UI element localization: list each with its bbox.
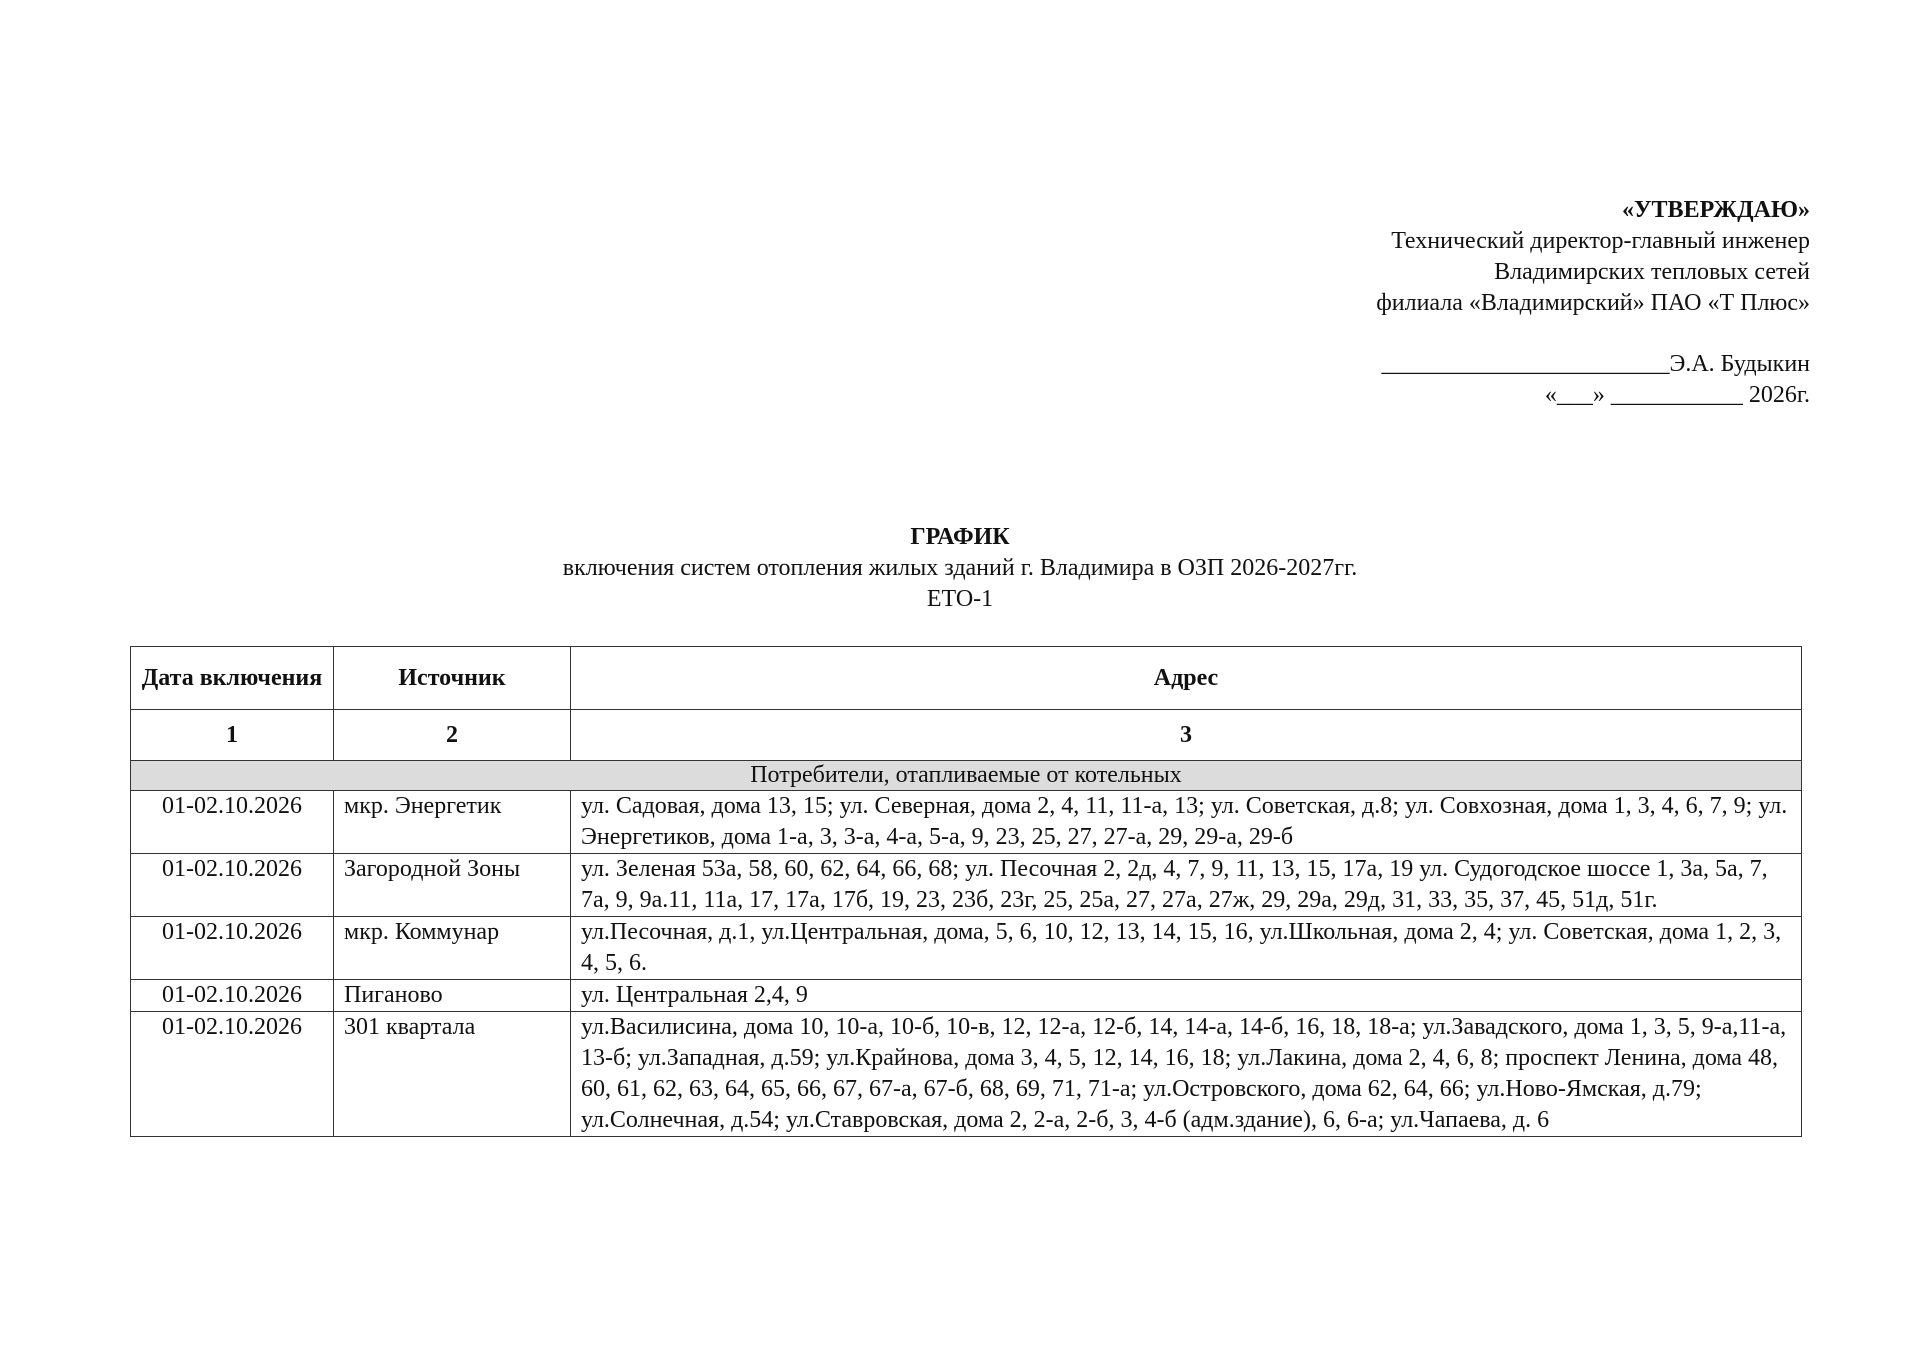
table-row [131,791,1802,854]
approval-spacer [1376,319,1810,349]
approver-position-line-2: Владимирских тепловых сетей [1494,259,1810,285]
table-row [131,980,1802,1012]
cell-address: ул. Садовая, дома 13, 15; ул. Северная, дома 2, 4, 11, 11-а, 13; ул. Советская, д.8; ул. Совхозная, дома 1, 3, 4, 6, 7, 9; ул. Энергетиков, дома 1-а, 3, 3-а, 4-а, 5-а, 9, 23, 25, 27, 27-а, 29, 29-а, 29-б [571,791,1802,854]
approval-heading: «УТВЕРЖДАЮ» [1621,197,1810,223]
column-number: 1 [131,710,334,761]
table-row [131,917,1802,980]
cell-source: мкр. Коммунар [334,917,571,980]
column-number: 3 [571,710,1802,761]
cell-date: 01-02.10.2026 [131,854,334,917]
cell-source: мкр. Энергетик [334,791,571,854]
cell-date: 01-02.10.2026 [131,917,334,980]
document-subtitle: включения систем отопления жилых зданий г. Владимира в ОЗП 2026-2027гг. [562,555,1358,581]
cell-date: 01-02.10.2026 [131,791,334,854]
approver-position-line-1: Технический директор-главный инженер [1391,228,1810,254]
section-row [131,761,1802,791]
document-title: ГРАФИК [910,524,1010,550]
heating-schedule-table [130,646,1802,1137]
cell-address: ул. Центральная 2,4, 9 [571,980,1802,1012]
cell-address: ул.Песочная, д.1, ул.Центральная, дома, 5, 6, 10, 12, 13, 14, 15, 16, ул.Школьная, дома 2, 4; ул. Советская, дома 1, 2, 3, 4, 5, 6. [571,917,1802,980]
table-header-row [131,647,1802,710]
section-title: Потребители, отапливаемые от котельных [131,761,1802,791]
column-header-source: Источник [334,647,571,710]
document-heading [0,522,1920,615]
table-row [131,854,1802,917]
cell-date: 01-02.10.2026 [131,980,334,1012]
column-number-row [131,710,1802,761]
approval-block [1376,195,1810,411]
column-number: 2 [334,710,571,761]
cell-source: 301 квартала [334,1012,571,1137]
column-header-date: Дата включения [131,647,334,710]
cell-address: ул. Зеленая 53а, 58, 60, 62, 64, 66, 68; ул. Песочная 2, 2д, 4, 7, 9, 11, 13, 15, 17а, 19 ул. Судогодское шоссе 1, 3а, 5а, 7, 7а, 9, 9а.11, 11а, 17, 17а, 17б, 19, 23, 23б, 23г, 25, 25а, 27, 27а, 27ж, 29, 29а, 29д, 31, 33, 35, 37, 45, 51д, 51г. [571,854,1802,917]
cell-source: Пиганово [334,980,571,1012]
cell-date: 01-02.10.2026 [131,1012,334,1137]
approval-date-line: «___» ___________ 2026г. [1544,382,1810,408]
table-row [131,1012,1802,1137]
cell-address: ул.Василисина, дома 10, 10-а, 10-б, 10-в, 12, 12-а, 12-б, 14, 14-а, 14-б, 16, 18, 18-а; ул.Завадского, дома 1, 3, 5, 9-а,11-а, 13-б; ул.Западная, д.59; ул.Крайнова, дома 3, 4, 5, 12, 14, 16, 18; ул.Лакина, дома 2, 4, 6, 8; проспект Ленина, дома 48, 60, 61, 62, 63, 64, 65, 66, 67, 67-а, 67-б, 68, 69, 71, 71-а; ул.Островского, дома 62, 64, 66; ул.Ново-Ямская, д.79; ул.Солнечная, д.54; ул.Ставровская, дома 2, 2-а, 2-б, 3, 4-б (адм.здание), 6, 6-а; ул.Чапаева, д. 6 [571,1012,1802,1137]
signature-line: ________________________Э.А. Будыкин [1381,351,1810,377]
approver-position-line-3: филиала «Владимирский» ПАО «Т Плюс» [1376,290,1810,316]
document-code: ЕТО-1 [926,586,994,612]
column-header-address: Адрес [571,647,1802,710]
cell-source: Загородной Зоны [334,854,571,917]
